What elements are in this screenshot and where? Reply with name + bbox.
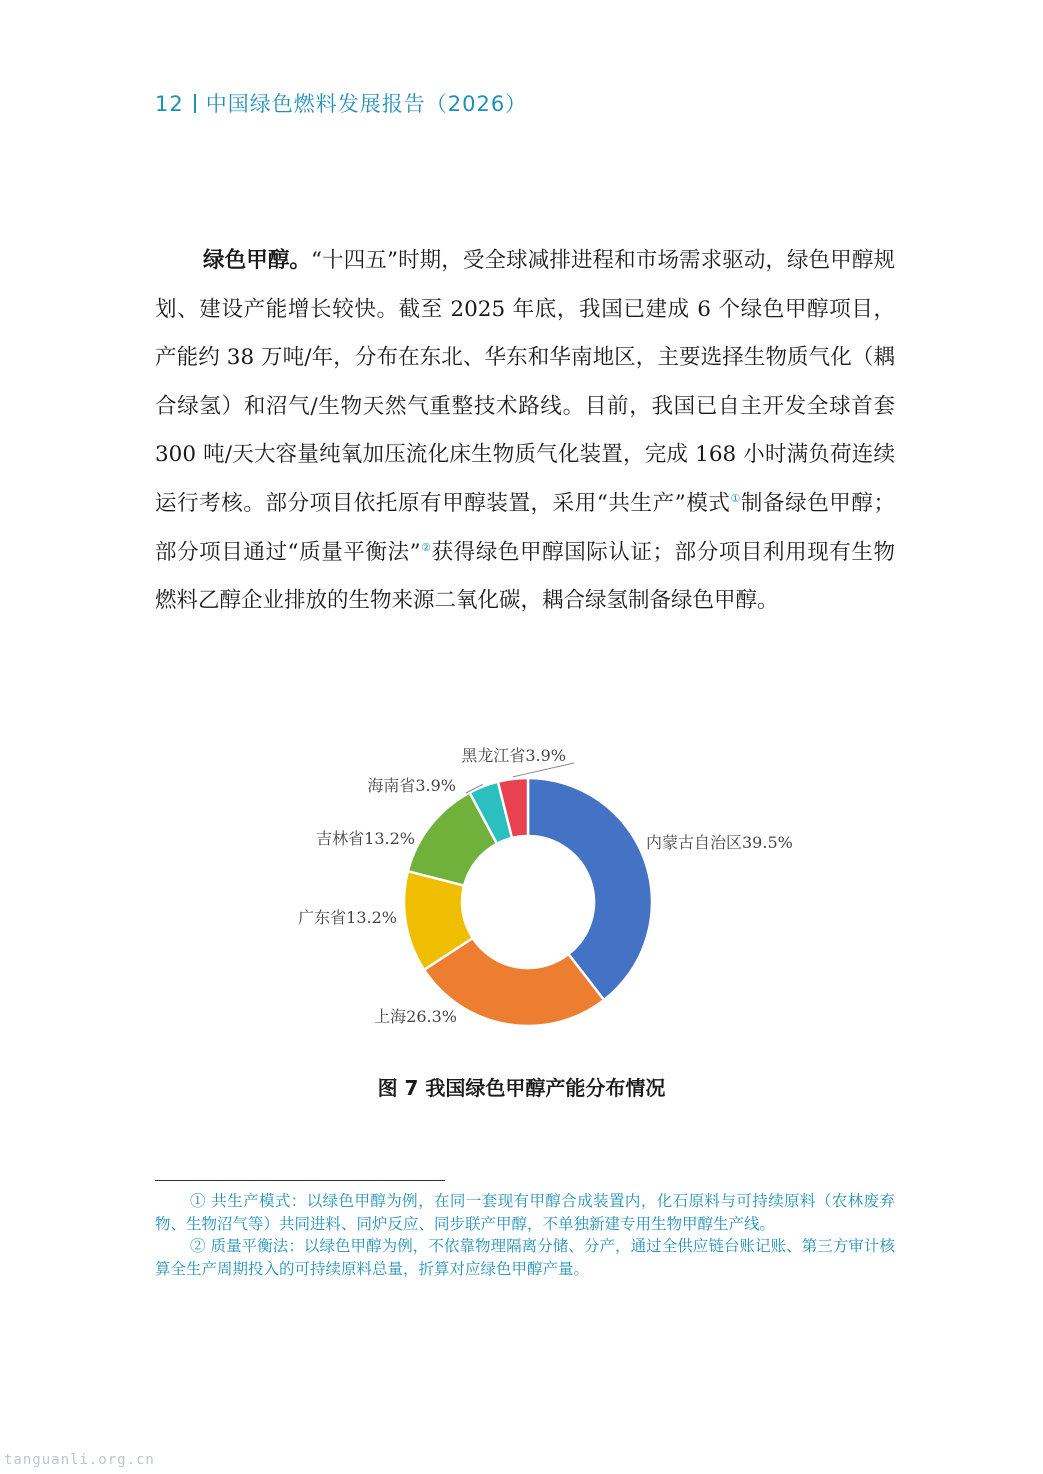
leader-line xyxy=(513,763,574,777)
donut-chart-svg xyxy=(280,735,840,1045)
body-paragraph xyxy=(155,237,895,626)
footnote-1: ① 共生产模式：以绿色甲醇为例，在同一套现有甲醇合成装置内，化石原料与可持续原料（农林废弃物、生物沼气等）共同进料、同炉反应、同步联产甲醇，不单独新建专用生物甲醇生产线。 xyxy=(155,1192,895,1233)
footnote-ref-1[interactable]: ① xyxy=(730,491,741,505)
watermark: tanguanli.org.cn xyxy=(4,1452,155,1468)
donut-chart xyxy=(280,735,840,1045)
footnote-ref-2[interactable]: ② xyxy=(420,540,432,554)
figure-caption: 图 7 我国绿色甲醇产能分布情况 xyxy=(377,1076,666,1100)
page-number: 12 xyxy=(155,92,184,116)
paragraph-text-1: “十四五”时期，受全球减排进程和市场需求驱动，绿色甲醇规划、建设产能增长较快。截至 2025 年底，我国已建成 6 个绿色甲醇项目，产能约 38 万吨/年，分布在东北、华东和华南地区，主要选择生物质气化（耦合绿氢）和沼气/生物天然气重整技术路线。目前，我国已自主开发全球首套 300 吨/天大容量纯氧加压流化床生物质气化装置，完成 168 小时满负荷连续运行考核。部分项目依托原有甲醇装置，采用“共生产”模式 xyxy=(155,248,895,516)
running-header xyxy=(155,88,527,118)
footnote-2: ② 质量平衡法：以绿色甲醇为例，不依靠物理隔离分储、分产，通过全供应链台账记账、第三方审计核算全生产周期投入的可持续原料总量，折算对应绿色甲醇产量。 xyxy=(155,1237,895,1278)
paragraph-lead: 绿色甲醇。 xyxy=(203,248,312,273)
slice-label: 上海26.3% xyxy=(374,1007,457,1026)
slice-label: 海南省3.9% xyxy=(367,776,456,795)
slice-label: 内蒙古自治区39.5% xyxy=(646,833,793,852)
report-title: 中国绿色燃料发展报告（2026） xyxy=(205,92,528,116)
footnote-divider xyxy=(155,1180,445,1181)
paragraph-text-3: 获得绿色甲醇国际认证；部分项目利用现有生物燃料乙醇企业排放的生物来源二氧化碳，耦合绿氢制备绿色甲醇。 xyxy=(155,539,895,614)
slice-label: 黑龙江省3.9% xyxy=(461,746,566,765)
paragraph-text-2: 制备绿色甲醇；部分项目通过“质量平衡法” xyxy=(155,490,895,565)
footnotes xyxy=(155,1190,895,1280)
header-divider xyxy=(194,94,196,113)
slice-label: 广东省13.2% xyxy=(298,908,397,927)
slice-label: 吉林省13.2% xyxy=(316,829,415,848)
